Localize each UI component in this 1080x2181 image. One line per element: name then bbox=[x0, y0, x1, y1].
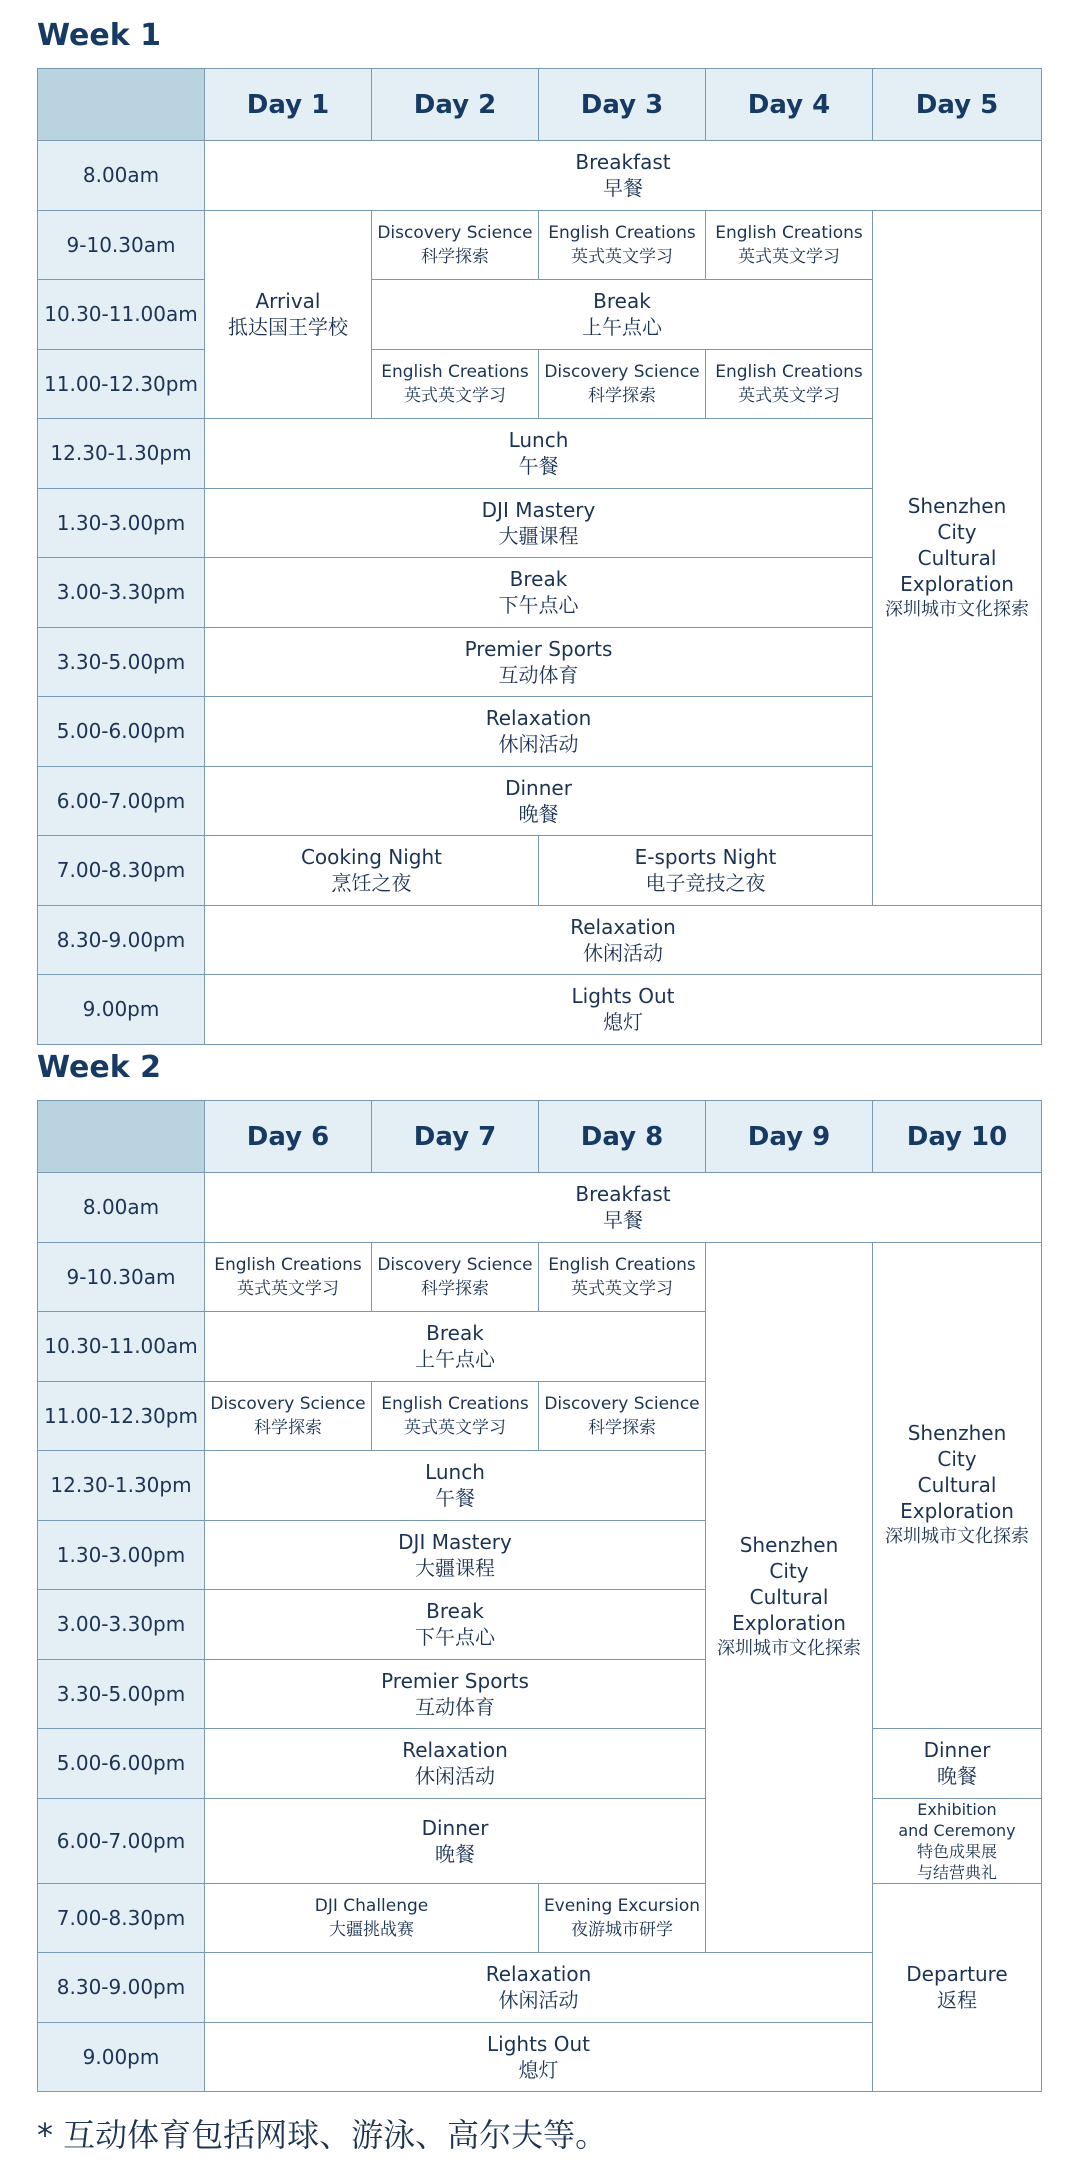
header-corner bbox=[38, 1101, 205, 1173]
activity-en: English Creations bbox=[381, 361, 529, 382]
activity-en: Relaxation bbox=[485, 1962, 592, 1987]
header-row bbox=[38, 69, 1042, 141]
schedule-row bbox=[38, 210, 1042, 280]
schedule-row bbox=[38, 141, 1042, 211]
time-slot: 3.00-3.30pm bbox=[38, 558, 205, 628]
schedule-row bbox=[38, 1242, 1042, 1312]
day-header: Day 4 bbox=[706, 69, 873, 141]
activity-cell bbox=[372, 280, 873, 350]
activity-en: Break bbox=[509, 567, 568, 592]
activity-en: Lights Out bbox=[571, 984, 675, 1009]
activity-cell bbox=[539, 210, 706, 280]
activity-cell bbox=[205, 975, 1042, 1045]
activity-en: Break bbox=[593, 289, 651, 314]
time-slot: 3.00-3.30pm bbox=[38, 1590, 205, 1660]
schedule-row bbox=[38, 975, 1042, 1045]
activity-cell bbox=[205, 1729, 706, 1799]
time-slot: 9-10.30am bbox=[38, 1242, 205, 1312]
activity-en: Exploration bbox=[900, 1499, 1014, 1524]
activity-zh: 大疆课程 bbox=[498, 523, 579, 548]
activity-zh: 深圳城市文化探索 bbox=[885, 1526, 1029, 1548]
activity-en: City bbox=[937, 519, 977, 544]
activity-zh: 休闲活动 bbox=[415, 1764, 495, 1789]
activity-en: Departure bbox=[906, 1962, 1008, 1987]
time-slot: 8.00am bbox=[38, 141, 205, 211]
activity-en: Evening Excursion bbox=[543, 1895, 701, 1916]
activity-cell bbox=[205, 1798, 706, 1883]
activity-zh: 英式英文学习 bbox=[404, 1417, 506, 1438]
activity-en: E-sports Night bbox=[634, 845, 777, 870]
activity-en: City bbox=[769, 1559, 809, 1584]
activity-zh: 特色成果展 bbox=[916, 1841, 997, 1861]
activity-zh: 科学探索 bbox=[421, 246, 489, 267]
activity-en: Premier Sports bbox=[381, 1668, 529, 1693]
activity-en: Discovery Science bbox=[544, 1393, 700, 1414]
activity-cell bbox=[205, 141, 1042, 211]
activity-en: Discovery Science bbox=[210, 1393, 366, 1414]
activity-cell bbox=[539, 349, 706, 419]
time-slot: 1.30-3.00pm bbox=[38, 488, 205, 558]
activity-zh: 午餐 bbox=[518, 454, 559, 479]
time-slot: 8.30-9.00pm bbox=[38, 905, 205, 975]
activity-cell bbox=[372, 1242, 539, 1312]
activity-zh: 英式英文学习 bbox=[571, 246, 673, 267]
activity-en: Dinner bbox=[421, 1815, 489, 1840]
time-slot: 12.30-1.30pm bbox=[38, 1451, 205, 1521]
activity-zh: 电子竞技之夜 bbox=[645, 871, 766, 896]
activity-cell bbox=[205, 1312, 706, 1382]
day-header: Day 7 bbox=[372, 1101, 539, 1173]
time-slot: 10.30-11.00am bbox=[38, 280, 205, 350]
activity-cell bbox=[205, 210, 372, 419]
day-header: Day 2 bbox=[372, 69, 539, 141]
activity-en: Lunch bbox=[425, 1460, 485, 1485]
day-header: Day 1 bbox=[205, 69, 372, 141]
activity-cell bbox=[205, 1883, 539, 1953]
activity-zh: 科学探索 bbox=[421, 1278, 489, 1299]
activity-en: Exploration bbox=[900, 571, 1014, 596]
activity-en: Lunch bbox=[508, 428, 569, 453]
activity-en: DJI Mastery bbox=[481, 497, 596, 522]
activity-en: Relaxation bbox=[402, 1738, 508, 1763]
activity-en: Break bbox=[426, 1599, 484, 1624]
activity-en: Cultural bbox=[917, 545, 997, 570]
activity-zh: 深圳城市文化探索 bbox=[717, 1638, 861, 1660]
activity-zh: 熄灯 bbox=[518, 2057, 559, 2082]
week-2-schedule-table bbox=[37, 1100, 1042, 2092]
header-corner bbox=[38, 69, 205, 141]
activity-cell bbox=[205, 1953, 873, 2023]
activity-zh: 英式英文学习 bbox=[571, 1278, 673, 1299]
activity-en: Breakfast bbox=[575, 150, 671, 175]
activity-zh: 下午点心 bbox=[415, 1625, 495, 1650]
activity-cell bbox=[205, 1520, 706, 1590]
activity-en: DJI Mastery bbox=[398, 1529, 512, 1554]
day-header: Day 5 bbox=[873, 69, 1042, 141]
activity-cell bbox=[539, 1883, 706, 1953]
time-slot: 12.30-1.30pm bbox=[38, 419, 205, 489]
activity-cell bbox=[873, 1883, 1042, 2092]
activity-cell bbox=[205, 558, 873, 628]
activity-en: English Creations bbox=[381, 1393, 529, 1414]
day-header: Day 9 bbox=[706, 1101, 873, 1173]
activity-cell bbox=[205, 1173, 1042, 1243]
week-1-schedule-table bbox=[37, 68, 1042, 1045]
activity-cell bbox=[205, 1451, 706, 1521]
time-slot: 9-10.30am bbox=[38, 210, 205, 280]
activity-en: English Creations bbox=[548, 222, 696, 243]
time-slot: 11.00-12.30pm bbox=[38, 1381, 205, 1451]
week-1-title: Week 1 bbox=[37, 18, 161, 53]
activity-cell bbox=[205, 1590, 706, 1660]
time-slot: 6.00-7.00pm bbox=[38, 766, 205, 836]
activity-zh: 上午点心 bbox=[415, 1347, 495, 1372]
activity-en: English Creations bbox=[715, 222, 863, 243]
time-slot: 9.00pm bbox=[38, 2022, 205, 2092]
activity-zh: 科学探索 bbox=[588, 385, 656, 406]
schedule-row bbox=[38, 905, 1042, 975]
time-slot: 1.30-3.00pm bbox=[38, 1520, 205, 1590]
activity-cell bbox=[205, 2022, 873, 2092]
activity-cell bbox=[205, 419, 873, 489]
activity-en: Break bbox=[426, 1321, 484, 1346]
time-slot: 8.30-9.00pm bbox=[38, 1953, 205, 2023]
schedule-row bbox=[38, 1798, 1042, 1883]
activity-cell bbox=[539, 1381, 706, 1451]
activity-cell bbox=[205, 1242, 372, 1312]
week-2-title: Week 2 bbox=[37, 1050, 161, 1085]
activity-cell bbox=[372, 210, 539, 280]
activity-cell bbox=[873, 1242, 1042, 1729]
activity-zh: 晚餐 bbox=[435, 1841, 475, 1866]
activity-zh: 休闲活动 bbox=[583, 940, 663, 965]
activity-cell bbox=[706, 349, 873, 419]
day-header: Day 3 bbox=[539, 69, 706, 141]
activity-zh: 休闲活动 bbox=[498, 732, 579, 757]
activity-en: Discovery Science bbox=[544, 361, 700, 382]
activity-zh: 晚餐 bbox=[518, 801, 559, 826]
activity-zh: 上午点心 bbox=[582, 315, 662, 340]
activity-zh: 英式英文学习 bbox=[738, 385, 840, 406]
activity-zh: 英式英文学习 bbox=[237, 1278, 339, 1299]
activity-cell bbox=[205, 1381, 372, 1451]
activity-cell bbox=[205, 697, 873, 767]
activity-en: DJI Challenge bbox=[314, 1895, 429, 1916]
activity-zh: 科学探索 bbox=[254, 1417, 322, 1438]
activity-cell bbox=[205, 766, 873, 836]
activity-en: Arrival bbox=[255, 289, 321, 314]
time-slot: 11.00-12.30pm bbox=[38, 349, 205, 419]
time-slot: 6.00-7.00pm bbox=[38, 1798, 205, 1883]
schedule-row bbox=[38, 1729, 1042, 1799]
activity-cell bbox=[205, 905, 1042, 975]
activity-zh: 下午点心 bbox=[498, 593, 579, 618]
time-slot: 7.00-8.30pm bbox=[38, 836, 205, 906]
activity-cell bbox=[706, 1242, 873, 1953]
activity-cell bbox=[205, 1659, 706, 1729]
activity-cell bbox=[873, 210, 1042, 905]
activity-cell bbox=[372, 1381, 539, 1451]
activity-en: Cooking Night bbox=[300, 845, 443, 870]
activity-en: Shenzhen bbox=[907, 1421, 1007, 1446]
activity-cell bbox=[205, 488, 873, 558]
schedule-row bbox=[38, 1173, 1042, 1243]
activity-en: Discovery Science bbox=[377, 222, 533, 243]
activity-en: Exhibition bbox=[917, 1799, 997, 1819]
activity-en: Dinner bbox=[923, 1738, 991, 1763]
activity-zh: 晚餐 bbox=[937, 1764, 977, 1789]
activity-zh: 返程 bbox=[937, 1988, 977, 2013]
activity-zh: 早餐 bbox=[603, 176, 643, 201]
activity-zh: 深圳城市文化探索 bbox=[885, 598, 1029, 620]
activity-cell bbox=[539, 1242, 706, 1312]
activity-zh: 早餐 bbox=[603, 1208, 643, 1233]
activity-en: Lights Out bbox=[487, 2031, 590, 2056]
activity-cell bbox=[205, 836, 539, 906]
activity-en: Dinner bbox=[505, 775, 572, 800]
time-slot: 5.00-6.00pm bbox=[38, 697, 205, 767]
activity-zh: 互动体育 bbox=[498, 662, 579, 687]
time-slot: 3.30-5.00pm bbox=[38, 1659, 205, 1729]
activity-zh: 大疆挑战赛 bbox=[329, 1919, 414, 1940]
activity-en: English Creations bbox=[214, 1254, 362, 1275]
activity-zh: 熄灯 bbox=[603, 1010, 643, 1035]
activity-cell bbox=[539, 836, 873, 906]
activity-en: Cultural bbox=[917, 1473, 997, 1498]
time-slot: 9.00pm bbox=[38, 975, 205, 1045]
time-slot: 7.00-8.30pm bbox=[38, 1883, 205, 1953]
activity-en: Shenzhen bbox=[739, 1533, 839, 1558]
day-header: Day 10 bbox=[873, 1101, 1042, 1173]
activity-en: Breakfast bbox=[575, 1182, 671, 1207]
activity-zh: 烹饪之夜 bbox=[331, 871, 412, 896]
activity-zh: 互动体育 bbox=[415, 1694, 495, 1719]
header-row bbox=[38, 1101, 1042, 1173]
time-slot: 8.00am bbox=[38, 1173, 205, 1243]
activity-zh: 抵达国王学校 bbox=[228, 315, 348, 340]
day-header: Day 8 bbox=[539, 1101, 706, 1173]
activity-en: Discovery Science bbox=[377, 1254, 533, 1275]
activity-cell bbox=[706, 210, 873, 280]
activity-zh: 英式英文学习 bbox=[738, 246, 840, 267]
activity-zh: 英式英文学习 bbox=[404, 385, 506, 406]
activity-cell bbox=[205, 627, 873, 697]
schedule-row bbox=[38, 1883, 1042, 1953]
activity-en: English Creations bbox=[715, 361, 863, 382]
activity-en: English Creations bbox=[548, 1254, 696, 1275]
time-slot: 3.30-5.00pm bbox=[38, 627, 205, 697]
activity-en: Relaxation bbox=[485, 706, 592, 731]
activity-en: Premier Sports bbox=[464, 636, 613, 661]
activity-zh: 午餐 bbox=[435, 1486, 475, 1511]
footnote: * 互动体育包括网球、游泳、高尔夫等。 bbox=[37, 2116, 608, 2154]
activity-zh: 科学探索 bbox=[588, 1417, 656, 1438]
activity-zh: 夜游城市研学 bbox=[571, 1919, 673, 1940]
time-slot: 10.30-11.00am bbox=[38, 1312, 205, 1382]
activity-en: and Ceremony bbox=[898, 1820, 1016, 1840]
activity-en: Exploration bbox=[732, 1611, 846, 1636]
activity-cell bbox=[873, 1729, 1042, 1799]
activity-en: Cultural bbox=[749, 1585, 829, 1610]
activity-zh: 与结营典礼 bbox=[916, 1862, 997, 1882]
activity-en: Shenzhen bbox=[907, 493, 1007, 518]
day-header: Day 6 bbox=[205, 1101, 372, 1173]
activity-zh: 大疆课程 bbox=[415, 1555, 495, 1580]
time-slot: 5.00-6.00pm bbox=[38, 1729, 205, 1799]
activity-en: Relaxation bbox=[570, 914, 676, 939]
activity-zh: 休闲活动 bbox=[498, 1988, 579, 2013]
activity-en: City bbox=[937, 1447, 977, 1472]
activity-cell bbox=[873, 1798, 1042, 1883]
activity-cell bbox=[372, 349, 539, 419]
